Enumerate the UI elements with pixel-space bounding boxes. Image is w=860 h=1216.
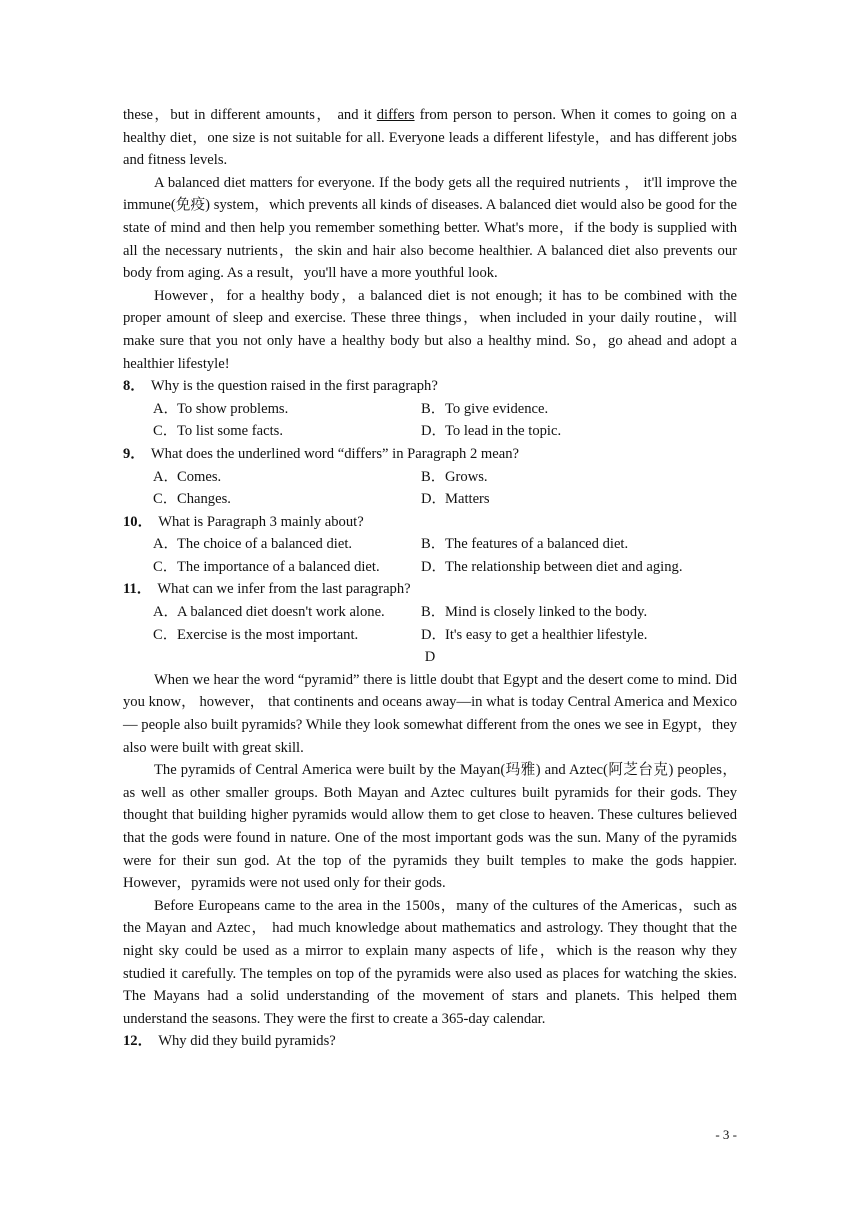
option-a[interactable]: A． A balanced diet doesn't work alone.: [153, 604, 385, 621]
option-b[interactable]: B． Mind is closely linked to the body.: [421, 604, 648, 621]
passage-c-paragraph-3: However，for a healthy body，a balanced diet is not enough; it has to be combined with the proper amount of sleep and exercise. These three things，when included in your daily routine，will make sure that you not only have a healthy body but also a healthy mind. So，go ahead and adopt a healthier lifestyle!: [123, 287, 737, 372]
option-d[interactable]: D． Matters: [421, 491, 490, 508]
question-text: What does the underlined word “differs” in Paragraph 2 mean?: [150, 445, 519, 462]
option-a[interactable]: A． The choice of a balanced diet.: [153, 536, 353, 553]
option-c[interactable]: C． Changes.: [153, 491, 231, 508]
passage-c-paragraph-2: A balanced diet matters for everyone. If the body gets all the required nutrients ， it'll improve the immune(免疫) system，which prevents all kinds of diseases. A balanced diet would also be good for the state of mind and then help you remember something better. What's more，if the body is supplied with all the necessary nutrients，the skin and hair also become healthier. A balanced diet also prevents our body from aging. As a result，you'll have a more youthful look.: [123, 174, 737, 282]
option-b[interactable]: B． To give evidence.: [421, 400, 549, 417]
passage-c-paragraph-1: these，but in different amounts， and it differs from person to person. When it comes to going on a healthy diet，one size is not suitable for all. Everyone leads a different lifestyle，and has different jobs and fitness levels.: [123, 107, 737, 169]
section-heading-d: D: [424, 649, 436, 666]
question-10: 10． What is Paragraph 3 mainly about? A． The choice of a balanced diet. B． The features of a balanced diet. C． The importance of a balanced diet. D． The relationship between diet and aging.: [123, 511, 737, 579]
passage-d-paragraph-3: Before Europeans came to the area in the 1500s，many of the cultures of the Americas，such as the Mayan and Aztec， had much knowledge about mathematics and astrology. They thought that the night sky could be used as a mirror to explain many aspects of life，which is the reason why they studied it carefully. The temples on top of the pyramids were also used as places for watching the skies. The Mayans had a solid understanding of the movement of stars and planets. This helped them understand the seasons. They were the first to create a 365-day calendar.: [123, 897, 737, 1027]
option-d[interactable]: D． To lead in the topic.: [421, 423, 562, 440]
passage-d-paragraph-1: When we hear the word “pyramid” there is little doubt that Egypt and the desert come to mind. Did you know， however， that continents and oceans away—in what is today Central America and Mexico — people also built pyramids? While they look somewhat different from the ones we see in Egypt，they also were built with great skill.: [123, 671, 737, 756]
option-d[interactable]: D． The relationship between diet and aging.: [421, 558, 683, 575]
option-a[interactable]: A． Comes.: [153, 468, 222, 485]
option-c[interactable]: C． To list some facts.: [153, 423, 283, 440]
underlined-word-differs: differs: [376, 107, 415, 123]
question-12: 12． Why did they build pyramids?: [123, 1030, 737, 1053]
question-text: What can we infer from the last paragraph?: [157, 581, 411, 598]
question-text: What is Paragraph 3 mainly about?: [158, 513, 364, 530]
question-text: Why did they build pyramids?: [158, 1033, 336, 1050]
document-page: [123, 104, 737, 1053]
option-b[interactable]: B． Grows.: [421, 468, 488, 485]
question-8: 8． Why is the question raised in the first paragraph? A． To show problems. B． To give evidence. C． To list some facts. D． To lead in the topic.: [123, 375, 737, 443]
option-b[interactable]: B． The features of a balanced diet.: [421, 536, 629, 553]
option-d[interactable]: D． It's easy to get a healthier lifestyle.: [421, 626, 648, 643]
option-c[interactable]: C． Exercise is the most important.: [153, 626, 359, 643]
page-number: - 3 -: [715, 1127, 737, 1142]
question-9: 9． What does the underlined word “differs” in Paragraph 2 mean? A． Comes. B． Grows. C． Changes. D． Matters: [123, 443, 737, 511]
option-c[interactable]: C． The importance of a balanced diet.: [153, 558, 380, 575]
passage-d-paragraph-2: The pyramids of Central America were built by the Mayan(玛雅) and Aztec(阿芝台克) peoples， as well as other smaller groups. Both Mayan and Aztec cultures built pyramids for their gods. They thought that building higher pyramids would allow them to get close to heaven. These cultures believed that the gods were found in nature. One of the most important gods was the sun. Many of the pyramids were for their sun god. At the top of the pyramids they built temples to make the gods happier. However，pyramids were not used only for their gods.: [123, 762, 737, 892]
question-text: Why is the question raised in the first paragraph?: [150, 378, 438, 395]
option-a[interactable]: A． To show problems.: [153, 400, 289, 417]
question-11: 11． What can we infer from the last paragraph? A． A balanced diet doesn't work alone. B． Mind is closely linked to the body. C． Exercise is the most important. D． It's easy to get a healthier lifestyle.: [123, 578, 737, 646]
